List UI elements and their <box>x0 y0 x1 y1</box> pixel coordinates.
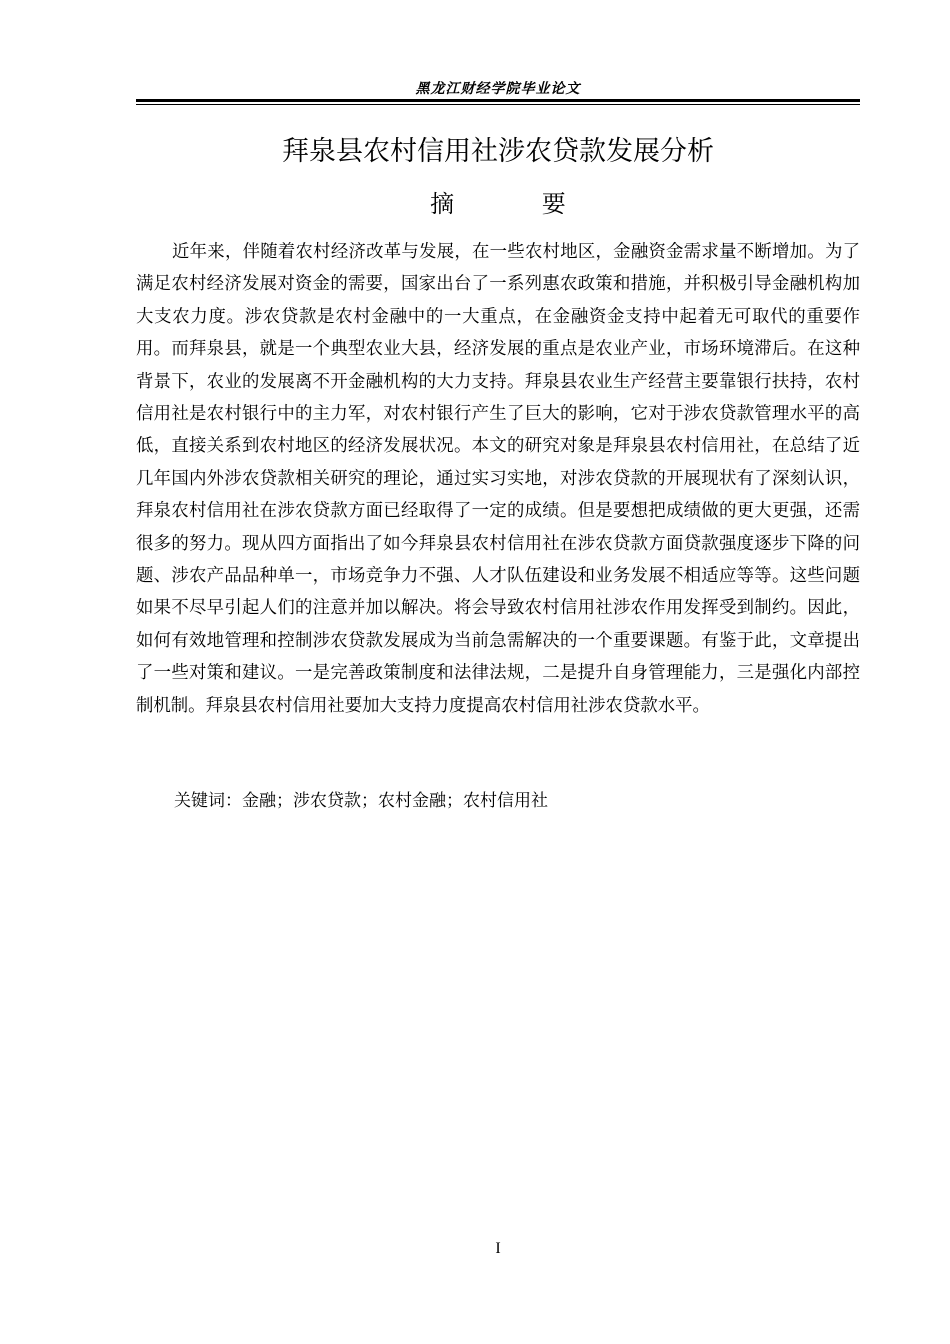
abstract-body: 近年来，伴随着农村经济改革与发展，在一些农村地区，金融资金需求量不断增加。为了满足农村经济发展对资金的需要，国家出台了一系列惠农政策和措施，并积极引导金融机构加大支农力度。涉农贷款是农村金融中的一大重点，在金融资金支持中起着无可取代的重要作用。而拜泉县，就是一个典型农业大县，经济发展的重点是农业产业，市场环境滞后。在这种背景下，农业的发展离不开金融机构的大力支持。拜泉县农业生产经营主要靠银行扶持，农村信用社是农村银行中的主力军，对农村银行产生了巨大的影响，它对于涉农贷款管理水平的高低，直接关系到农村地区的经济发展状况。本文的研究对象是拜泉县农村信用社，在总结了近几年国内外涉农贷款相关研究的理论，通过实习实地，对涉农贷款的开展现状有了深刻认识，拜泉农村信用社在涉农贷款方面已经取得了一定的成绩。但是要想把成绩做的更大更强，还需很多的努力。现从四方面指出了如今拜泉县农村信用社在涉农贷款方面贷款强度逐步下降的问题、涉农产品品种单一，市场竞争力不强、人才队伍建设和业务发展不相适应等等。这些问题如果不尽早引起人们的注意并加以解决。将会导致农村信用社涉农作用发挥受到制约。因此，如何有效地管理和控制涉农贷款发展成为当前急需解决的一个重要课题。有鉴于此，文章提出了一些对策和建议。一是完善政策制度和法律法规，二是提升自身管理能力，三是强化内部控制机制。拜泉县农村信用社要加大支持力度提高农村信用社涉农贷款水平。 <box>136 242 860 716</box>
header-rule-thin <box>136 104 860 105</box>
keywords-list: 金融；涉农贷款；农村金融；农村信用社 <box>242 791 548 811</box>
paper-title: 拜泉县农村信用社涉农贷款发展分析 <box>282 136 714 167</box>
page-number: I <box>495 1240 501 1257</box>
running-header: 黑龙江财经学院毕业论文 <box>415 81 581 97</box>
keywords-label: 关键词： <box>174 791 242 811</box>
keywords-line <box>174 787 860 815</box>
header-rule-thick <box>136 99 860 102</box>
abstract-heading: 摘 要 <box>430 190 606 218</box>
